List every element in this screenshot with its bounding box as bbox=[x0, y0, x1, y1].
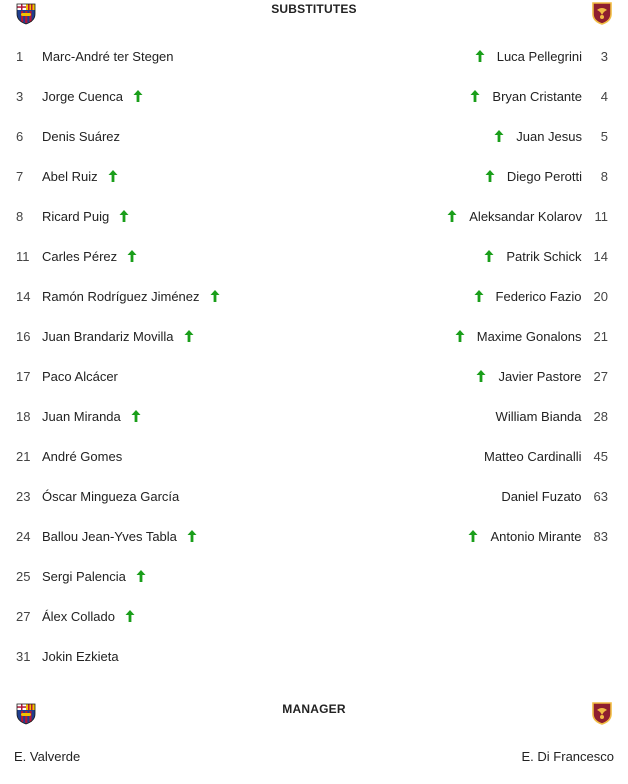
player-number: 5 bbox=[600, 128, 608, 144]
player-number: 83 bbox=[593, 528, 608, 544]
player-number: 20 bbox=[593, 288, 608, 304]
home-manager-name: E. Valverde bbox=[14, 749, 81, 764]
up-arrow-icon bbox=[454, 329, 466, 343]
away-substitute-row[interactable] bbox=[328, 36, 628, 76]
home-substitute-row[interactable] bbox=[0, 476, 300, 516]
up-arrow-icon bbox=[124, 609, 136, 623]
player-number: 8 bbox=[600, 168, 608, 184]
player-name: Daniel Fuzato bbox=[501, 488, 582, 504]
up-arrow-icon bbox=[484, 169, 496, 183]
away-substitute-row[interactable] bbox=[328, 316, 628, 356]
player-name: Álex Collado bbox=[42, 608, 115, 624]
player-name: Sergi Palencia bbox=[42, 568, 126, 584]
player-number: 27 bbox=[593, 368, 608, 384]
away-substitute-row[interactable] bbox=[328, 476, 628, 516]
home-substitute-row[interactable] bbox=[0, 436, 300, 476]
player-number: 6 bbox=[16, 128, 24, 144]
player-name: Óscar Mingueza García bbox=[42, 488, 180, 504]
player-number: 27 bbox=[16, 608, 31, 624]
player-number: 14 bbox=[16, 288, 31, 304]
player-number: 11 bbox=[594, 208, 608, 224]
up-arrow-icon bbox=[473, 289, 485, 303]
player-name: William Bianda bbox=[495, 408, 582, 424]
player-name: Ricard Puig bbox=[42, 208, 110, 224]
player-name: Bryan Cristante bbox=[492, 88, 582, 104]
away-manager-name: E. Di Francesco bbox=[521, 749, 614, 764]
up-arrow-icon bbox=[186, 529, 198, 543]
player-number: 21 bbox=[16, 448, 31, 464]
home-substitute-row[interactable] bbox=[0, 556, 300, 596]
up-arrow-icon bbox=[446, 209, 458, 223]
player-number: 17 bbox=[16, 368, 31, 384]
player-name: Juan Jesus bbox=[516, 128, 582, 144]
home-substitute-row[interactable] bbox=[0, 356, 300, 396]
home-substitute-row[interactable] bbox=[0, 596, 300, 636]
home-substitutes-list bbox=[0, 36, 300, 676]
player-number: 3 bbox=[16, 88, 24, 104]
player-number: 25 bbox=[16, 568, 31, 584]
away-substitute-row[interactable] bbox=[328, 276, 628, 316]
home-substitute-row[interactable] bbox=[0, 196, 300, 236]
player-name: Luca Pellegrini bbox=[496, 48, 582, 64]
up-arrow-icon bbox=[467, 529, 479, 543]
home-substitute-row[interactable] bbox=[0, 316, 300, 356]
up-arrow-icon bbox=[493, 129, 505, 143]
away-substitute-row[interactable] bbox=[328, 436, 628, 476]
player-number: 63 bbox=[593, 488, 608, 504]
home-substitute-row[interactable] bbox=[0, 636, 300, 676]
player-name: Carles Pérez bbox=[42, 248, 118, 264]
away-substitute-row[interactable] bbox=[328, 156, 628, 196]
up-arrow-icon bbox=[126, 249, 138, 263]
player-number: 31 bbox=[16, 648, 31, 664]
home-substitute-row[interactable] bbox=[0, 236, 300, 276]
up-arrow-icon bbox=[132, 89, 144, 103]
player-name: Diego Perotti bbox=[506, 168, 582, 184]
player-number: 8 bbox=[16, 208, 24, 224]
player-name: Jorge Cuenca bbox=[42, 88, 123, 104]
player-name: Juan Miranda bbox=[42, 408, 121, 424]
player-name: Antonio Mirante bbox=[490, 528, 582, 544]
player-number: 7 bbox=[16, 168, 24, 184]
manager-title: MANAGER bbox=[282, 702, 346, 716]
up-arrow-icon bbox=[118, 209, 130, 223]
away-substitute-row[interactable] bbox=[328, 236, 628, 276]
home-substitute-row[interactable] bbox=[0, 516, 300, 556]
player-number: 21 bbox=[593, 328, 608, 344]
away-substitute-row[interactable] bbox=[328, 396, 628, 436]
substitutes-title: SUBSTITUTES bbox=[271, 2, 357, 16]
up-arrow-icon bbox=[135, 569, 147, 583]
up-arrow-icon bbox=[183, 329, 195, 343]
up-arrow-icon bbox=[469, 89, 481, 103]
home-substitute-row[interactable] bbox=[0, 276, 300, 316]
player-number: 16 bbox=[16, 328, 31, 344]
player-name: Paco Alcácer bbox=[42, 368, 118, 384]
roma-crest-icon bbox=[591, 701, 613, 725]
player-number: 18 bbox=[16, 408, 31, 424]
up-arrow-icon bbox=[474, 49, 486, 63]
up-arrow-icon bbox=[209, 289, 221, 303]
player-name: Patrik Schick bbox=[506, 248, 582, 264]
player-name: Ballou Jean-Yves Tabla bbox=[42, 528, 177, 544]
player-name: Ramón Rodríguez Jiménez bbox=[42, 288, 200, 304]
up-arrow-icon bbox=[475, 369, 487, 383]
player-number: 28 bbox=[593, 408, 608, 424]
player-name: Denis Suárez bbox=[42, 128, 121, 144]
roma-crest-icon bbox=[591, 1, 613, 25]
player-name: Marc-André ter Stegen bbox=[42, 48, 174, 64]
up-arrow-icon bbox=[130, 409, 142, 423]
up-arrow-icon bbox=[107, 169, 119, 183]
player-number: 14 bbox=[593, 248, 608, 264]
player-name: Matteo Cardinalli bbox=[483, 448, 582, 464]
away-substitute-row[interactable] bbox=[328, 116, 628, 156]
player-name: Javier Pastore bbox=[498, 368, 582, 384]
player-number: 11 bbox=[16, 248, 30, 264]
player-number: 23 bbox=[16, 488, 31, 504]
player-number: 24 bbox=[16, 528, 31, 544]
player-name: Aleksandar Kolarov bbox=[469, 208, 582, 224]
away-substitute-row[interactable] bbox=[328, 196, 628, 236]
away-substitute-row[interactable] bbox=[328, 76, 628, 116]
player-number: 3 bbox=[600, 48, 608, 64]
home-substitute-row[interactable] bbox=[0, 156, 300, 196]
home-substitute-row[interactable] bbox=[0, 36, 300, 76]
home-substitute-row[interactable] bbox=[0, 396, 300, 436]
player-name: Jokin Ezkieta bbox=[42, 648, 119, 664]
player-number: 4 bbox=[600, 88, 608, 104]
player-name: André Gomes bbox=[42, 448, 123, 464]
away-substitute-row[interactable] bbox=[328, 356, 628, 396]
player-number: 1 bbox=[16, 48, 24, 64]
away-substitutes-list bbox=[328, 36, 628, 556]
up-arrow-icon bbox=[483, 249, 495, 263]
player-name: Juan Brandariz Movilla bbox=[42, 328, 174, 344]
player-name: Federico Fazio bbox=[495, 288, 582, 304]
player-name: Maxime Gonalons bbox=[476, 328, 582, 344]
away-substitute-row[interactable] bbox=[328, 516, 628, 556]
player-number: 45 bbox=[593, 448, 608, 464]
player-name: Abel Ruiz bbox=[42, 168, 98, 184]
home-substitute-row[interactable] bbox=[0, 76, 300, 116]
home-substitute-row[interactable] bbox=[0, 116, 300, 156]
